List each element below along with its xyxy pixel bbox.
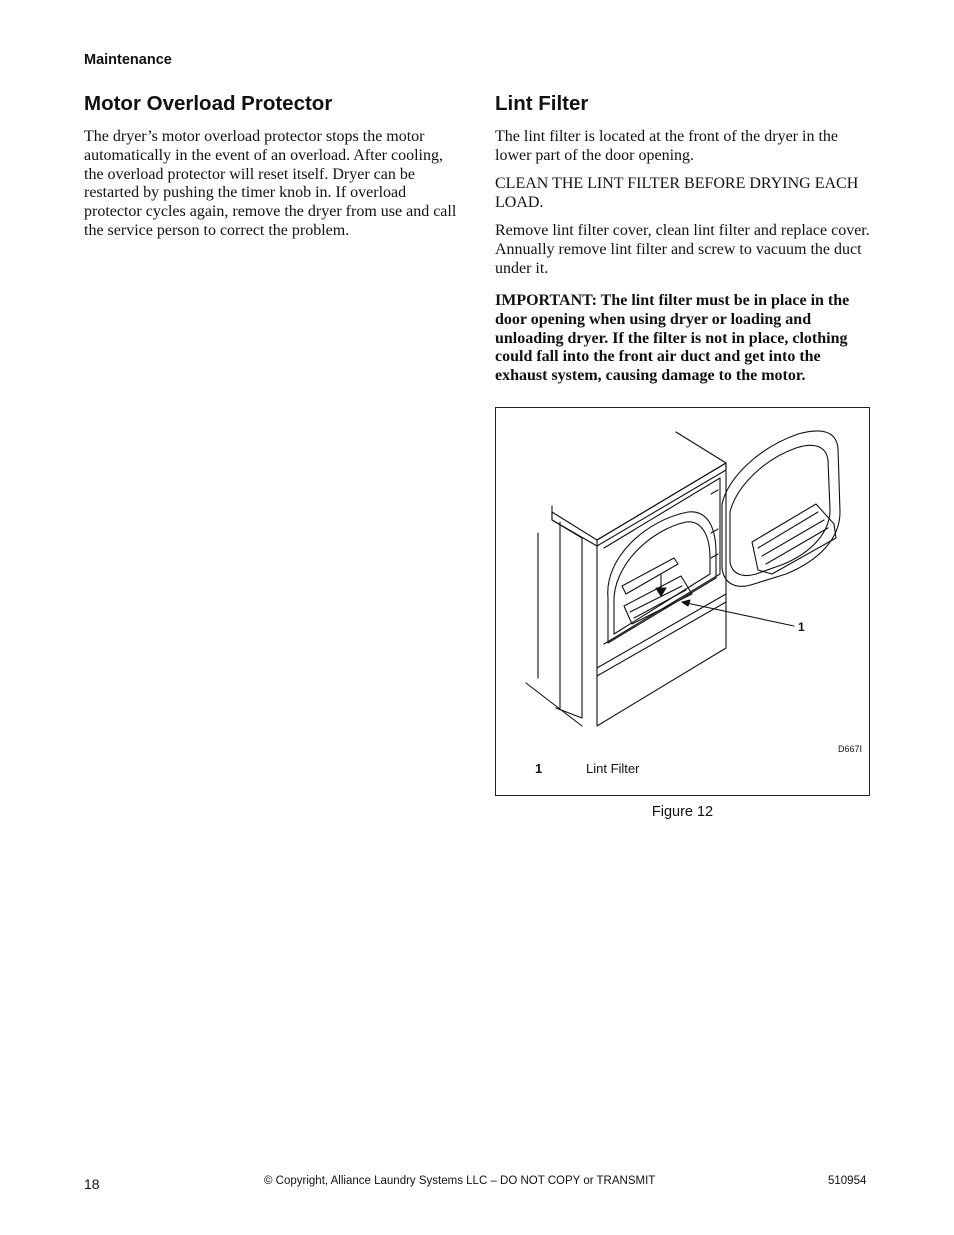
section-label: Maintenance	[84, 52, 172, 68]
page-number: 18	[84, 1176, 100, 1192]
lint-filter-maintenance-paragraph: Remove lint filter cover, clean lint filter and replace cover. Annually remove lint filter and screw to vacuum the duct under it.	[495, 222, 870, 277]
figure-12-box	[495, 407, 870, 796]
callout-number-1: 1	[798, 620, 805, 634]
copyright-notice: © Copyright, Alliance Laundry Systems LLC – DO NOT COPY or TRANSMIT	[264, 1175, 656, 1187]
motor-overload-heading: Motor Overload Protector	[84, 92, 333, 115]
motor-overload-paragraph: The dryer’s motor overload protector stops the motor automatically in the event of an overload. After cooling, the overload protector will reset itself. Dryer can be restarted by pushing the timer knob in. If overload protector cycles again, remove the dryer from use and call the service person to correct the problem.	[84, 128, 457, 239]
figure-caption: Figure 12	[651, 804, 714, 820]
dryer-illustration	[496, 408, 871, 797]
lint-filter-important-notice: IMPORTANT: The lint filter must be in place in the door opening when using dryer or loading and unloading dryer. If the filter is not in place, clothing could fall into the front air duct and get into the exhaust system, causing damage to the motor.	[495, 292, 850, 385]
document-number: 510954	[828, 1175, 867, 1187]
lint-filter-location-paragraph: The lint filter is located at the front of the dryer in the lower part of the door opening.	[495, 128, 838, 164]
lint-filter-heading: Lint Filter	[495, 92, 589, 115]
lint-filter-clean-instruction: CLEAN THE LINT FILTER BEFORE DRYING EACH LOAD.	[495, 175, 859, 211]
legend-number: 1	[535, 761, 543, 776]
drawing-code: D667I	[838, 744, 863, 754]
legend-label: Lint Filter	[586, 761, 640, 776]
